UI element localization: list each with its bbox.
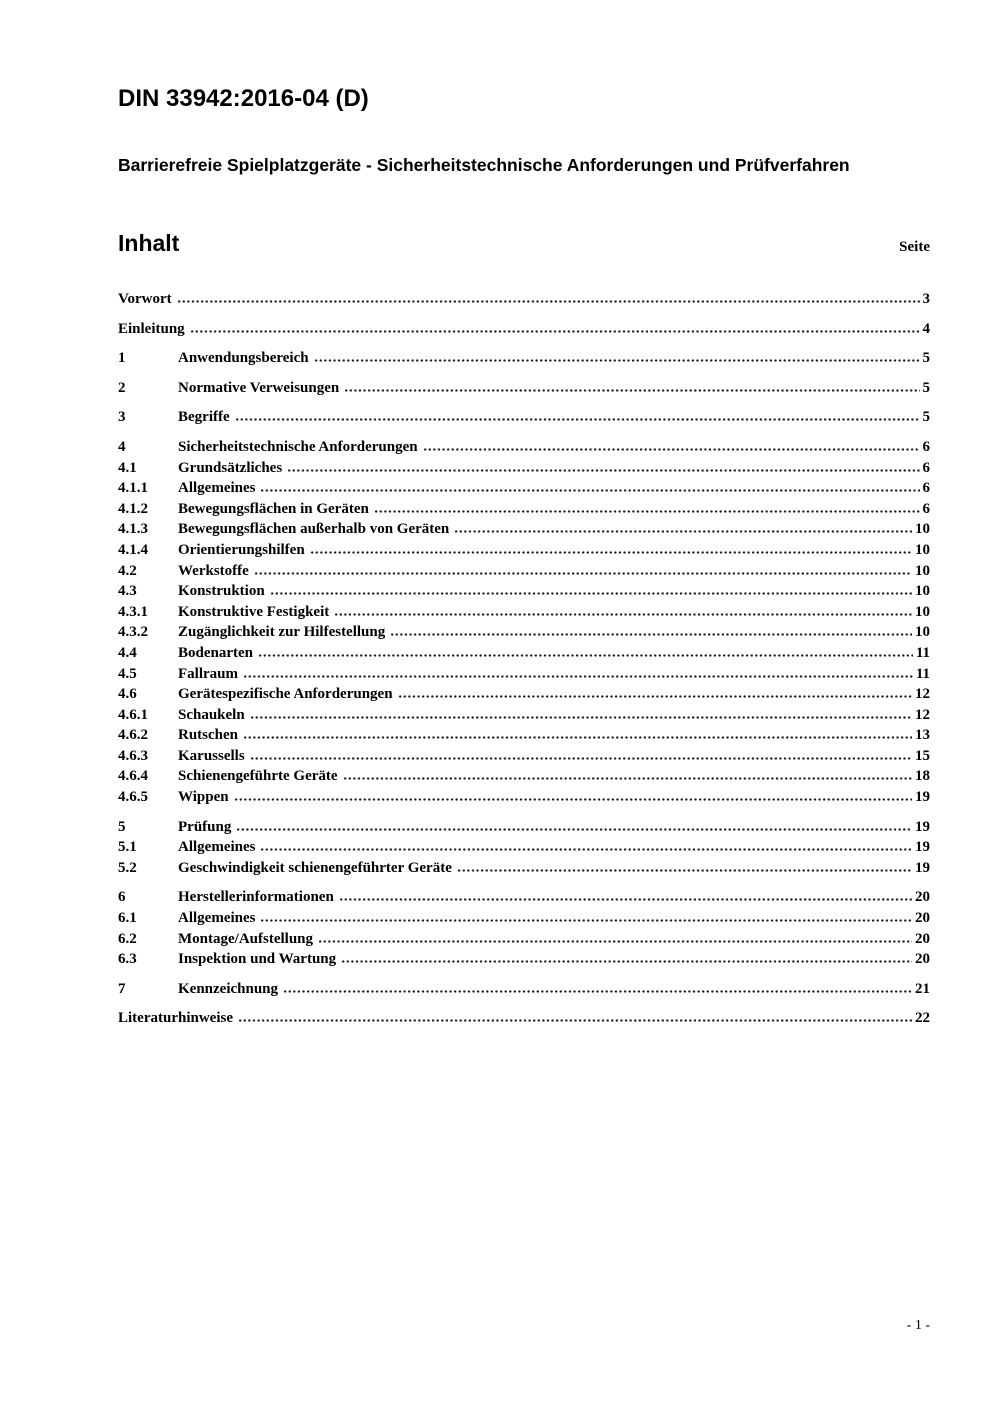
toc-dotted-leader — [315, 359, 920, 362]
toc-dotted-leader — [311, 551, 912, 554]
toc-group — [118, 981, 930, 1002]
toc-dotted-leader — [399, 695, 912, 698]
toc-entry-title: Kennzeichnung — [178, 980, 279, 997]
toc — [118, 291, 930, 1031]
toc-dotted-leader — [236, 418, 920, 421]
toc-entry — [118, 768, 930, 789]
toc-entry-number: 4.5 — [118, 665, 137, 682]
toc-entry-number: 4.2 — [118, 562, 137, 579]
toc-dotted-leader — [191, 330, 920, 333]
toc-dotted-leader — [178, 300, 920, 303]
toc-entry-page: 19 — [915, 789, 930, 806]
toc-entry-page: 20 — [915, 951, 930, 968]
toc-entry — [118, 439, 930, 460]
toc-entry-number: 2 — [118, 379, 126, 396]
toc-entry-page: 11 — [915, 665, 930, 682]
toc-entry-title: Werkstoffe — [178, 562, 249, 579]
toc-entry — [118, 350, 930, 371]
toc-entry-number: 7 — [118, 980, 126, 997]
toc-group — [118, 409, 930, 430]
toc-dotted-leader — [458, 869, 912, 872]
toc-entry — [118, 789, 930, 810]
toc-entry-page: 15 — [915, 747, 930, 764]
toc-entry-page: 11 — [915, 644, 930, 661]
toc-entry-title: Inspektion und Wartung — [178, 951, 337, 968]
page-content — [118, 0, 930, 1031]
toc-entry-title: Geschwindigkeit schienengeführter Geräte — [178, 859, 452, 876]
toc-entry-number: 4.6.1 — [118, 706, 148, 723]
toc-entry — [118, 563, 930, 584]
toc-entry-page: 19 — [915, 818, 930, 835]
toc-group — [118, 819, 930, 881]
toc-entry-title: Karussells — [178, 747, 245, 764]
toc-dotted-leader — [271, 592, 912, 595]
toc-group — [118, 291, 930, 312]
toc-entry-number: 4.1.1 — [118, 480, 148, 497]
toc-entry-number: 5.2 — [118, 859, 137, 876]
toc-entry — [118, 380, 930, 401]
toc-entry — [118, 480, 930, 501]
toc-entry-title: Schienengeführte Geräte — [178, 768, 338, 785]
toc-entry — [118, 931, 930, 952]
toc-entry-page: 3 — [922, 291, 930, 308]
toc-entry-page: 6 — [922, 480, 930, 497]
toc-entry — [118, 321, 930, 342]
toc-entry — [118, 707, 930, 728]
toc-dotted-leader — [424, 448, 920, 451]
toc-entry-page: 6 — [922, 500, 930, 517]
document-number: DIN 33942:2016-04 (D) — [118, 85, 369, 112]
toc-entry-number: 5 — [118, 818, 126, 835]
toc-dotted-leader — [261, 848, 912, 851]
toc-entry-page: 20 — [915, 889, 930, 906]
toc-entry-title: Herstellerinformationen — [178, 889, 334, 906]
toc-heading: Inhalt — [118, 230, 180, 257]
toc-entry-title: Literaturhinweise — [118, 1010, 233, 1027]
toc-entry — [118, 889, 930, 910]
toc-entry-number: 4.1 — [118, 459, 137, 476]
toc-entry-title: Bodenarten — [178, 644, 253, 661]
toc-entry-page: 20 — [915, 910, 930, 927]
toc-dotted-leader — [235, 798, 912, 801]
toc-entry — [118, 819, 930, 840]
toc-entry-page: 6 — [922, 438, 930, 455]
toc-dotted-leader — [335, 613, 912, 616]
toc-entry-page: 6 — [922, 459, 930, 476]
toc-entry-title: Zugänglichkeit zur Hilfestellung — [178, 624, 386, 641]
toc-group — [118, 350, 930, 371]
toc-dotted-leader — [239, 1019, 912, 1022]
toc-entry-page: 19 — [915, 839, 930, 856]
toc-dotted-leader — [391, 633, 912, 636]
toc-entry — [118, 645, 930, 666]
toc-entry — [118, 981, 930, 1002]
toc-dotted-leader — [342, 960, 912, 963]
toc-entry-title: Vorwort — [118, 291, 172, 308]
toc-entry-number: 4 — [118, 438, 126, 455]
toc-entry-number: 4.4 — [118, 644, 137, 661]
toc-entry-title: Einleitung — [118, 320, 185, 337]
toc-entry-page: 13 — [915, 727, 930, 744]
toc-dotted-leader — [255, 572, 912, 575]
toc-dotted-leader — [244, 675, 913, 678]
toc-dotted-leader — [244, 736, 912, 739]
toc-dotted-leader — [251, 716, 912, 719]
toc-group — [118, 439, 930, 810]
toc-entry-title: Grundsätzliches — [178, 459, 283, 476]
toc-entry — [118, 604, 930, 625]
toc-group — [118, 1010, 930, 1031]
toc-entry-title: Bewegungsflächen in Geräten — [178, 500, 369, 517]
toc-entry-number: 4.3.1 — [118, 603, 148, 620]
toc-entry-title: Allgemeines — [178, 910, 256, 927]
toc-entry-title: Allgemeines — [178, 839, 256, 856]
toc-entry — [118, 910, 930, 931]
toc-entry-title: Anwendungsbereich — [178, 350, 309, 367]
toc-dotted-leader — [340, 898, 912, 901]
toc-entry-number: 4.6.3 — [118, 747, 148, 764]
toc-entry-number: 4.1.4 — [118, 541, 148, 558]
toc-entry — [118, 460, 930, 481]
toc-entry-number: 5.1 — [118, 839, 137, 856]
toc-entry-number: 3 — [118, 409, 126, 426]
toc-entry-page: 12 — [915, 686, 930, 703]
toc-entry-title: Fallraum — [178, 665, 238, 682]
toc-group — [118, 321, 930, 342]
toc-entry-page: 5 — [922, 409, 930, 426]
toc-entry-page: 10 — [915, 624, 930, 641]
toc-entry-page: 10 — [915, 562, 930, 579]
toc-entry-page: 22 — [915, 1010, 930, 1027]
toc-entry-title: Rutschen — [178, 727, 239, 744]
toc-entry-number: 4.1.3 — [118, 521, 148, 538]
toc-entry-title: Wippen — [178, 789, 229, 806]
page-number-footer: - 1 - — [906, 1318, 930, 1333]
toc-entry — [118, 624, 930, 645]
toc-entry-number: 6.2 — [118, 930, 137, 947]
toc-entry — [118, 951, 930, 972]
toc-entry-number: 4.6.5 — [118, 789, 148, 806]
toc-entry-number: 4.3 — [118, 583, 137, 600]
toc-entry — [118, 501, 930, 522]
toc-entry-page: 10 — [915, 521, 930, 538]
toc-entry-number: 6.1 — [118, 910, 137, 927]
toc-entry-page: 20 — [915, 930, 930, 947]
toc-entry-number: 4.1.2 — [118, 500, 148, 517]
toc-entry-title: Normative Verweisungen — [178, 379, 340, 396]
toc-entry-page: 21 — [915, 980, 930, 997]
toc-entry-number: 4.6.4 — [118, 768, 148, 785]
page-column-label: Seite — [899, 239, 930, 256]
toc-entry — [118, 748, 930, 769]
toc-entry-page: 10 — [915, 583, 930, 600]
toc-entry-page: 12 — [915, 706, 930, 723]
toc-dotted-leader — [288, 469, 919, 472]
toc-dotted-leader — [259, 654, 913, 657]
toc-entry-title: Konstruktive Festigkeit — [178, 603, 330, 620]
toc-entry-number: 4.6.2 — [118, 727, 148, 744]
toc-group — [118, 380, 930, 401]
toc-entry-number: 1 — [118, 350, 126, 367]
toc-dotted-leader — [344, 777, 912, 780]
toc-dotted-leader — [251, 757, 912, 760]
toc-entry-title: Bewegungsflächen außerhalb von Geräten — [178, 521, 450, 538]
toc-entry — [118, 409, 930, 430]
toc-dotted-leader — [261, 919, 912, 922]
toc-entry — [118, 727, 930, 748]
toc-entry-title: Schaukeln — [178, 706, 245, 723]
toc-dotted-leader — [284, 990, 912, 993]
toc-entry-number: 6.3 — [118, 951, 137, 968]
toc-dotted-leader — [345, 389, 919, 392]
toc-entry-title: Orientierungshilfen — [178, 541, 305, 558]
toc-entry-title: Montage/Aufstellung — [178, 930, 313, 947]
toc-dotted-leader — [319, 940, 912, 943]
toc-entry-page: 5 — [922, 350, 930, 367]
toc-entry — [118, 666, 930, 687]
toc-header — [118, 230, 930, 257]
toc-entry-number: 6 — [118, 889, 126, 906]
toc-entry-page: 5 — [922, 379, 930, 396]
toc-entry-page: 10 — [915, 603, 930, 620]
toc-entry-number: 4.3.2 — [118, 624, 148, 641]
toc-entry-title: Begriffe — [178, 409, 230, 426]
toc-entry-page: 19 — [915, 859, 930, 876]
toc-entry — [118, 542, 930, 563]
toc-entry-title: Sicherheitstechnische Anforderungen — [178, 438, 418, 455]
toc-entry-title: Konstruktion — [178, 583, 265, 600]
toc-entry — [118, 839, 930, 860]
document-title: Barrierefreie Spielplatzgeräte - Sicherheitstechnische Anforderungen und Prüfverfahren — [118, 155, 850, 176]
toc-dotted-leader — [261, 489, 919, 492]
toc-entry — [118, 521, 930, 542]
toc-entry-title: Prüfung — [178, 818, 232, 835]
toc-entry-number: 4.6 — [118, 686, 137, 703]
toc-entry-page: 18 — [915, 768, 930, 785]
toc-dotted-leader — [237, 828, 912, 831]
toc-entry-title: Gerätespezifische Anforderungen — [178, 686, 393, 703]
toc-group — [118, 889, 930, 971]
toc-entry-title: Allgemeines — [178, 480, 256, 497]
toc-entry — [118, 860, 930, 881]
toc-entry — [118, 686, 930, 707]
toc-entry-page: 4 — [922, 320, 930, 337]
toc-entry — [118, 583, 930, 604]
toc-entry — [118, 291, 930, 312]
toc-entry — [118, 1010, 930, 1031]
toc-dotted-leader — [375, 510, 920, 513]
toc-entry-page: 10 — [915, 541, 930, 558]
toc-dotted-leader — [455, 530, 912, 533]
